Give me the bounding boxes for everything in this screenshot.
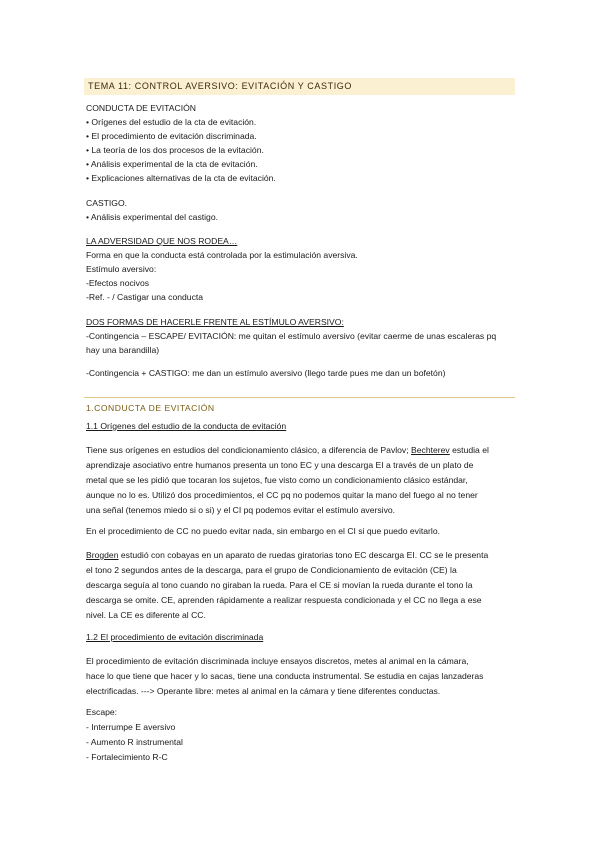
text-line: -Contingencia – ESCAPE/ EVITACIÓN: me quitan el estímulo aversivo (evitar caerme de unas escaleras pq bbox=[86, 331, 497, 341]
author-name: Brogden bbox=[86, 550, 119, 560]
document-title: TEMA 11: CONTROL AVERSIVO: EVITACIÓN Y CASTIGO bbox=[88, 81, 352, 91]
text-span: estudia el bbox=[449, 445, 489, 455]
text-line: - Aumento R instrumental bbox=[86, 737, 183, 747]
paragraph-line bbox=[86, 445, 489, 456]
subsection-title: 1.2 El procedimiento de evitación discriminada bbox=[86, 632, 264, 642]
text-line: Forma en que la conducta está controlada por la estimulación aversiva. bbox=[86, 250, 358, 260]
paragraph-line: metal que se les pidió que tocaran los sujetos, fue visto como un condicionamiento clásico estándar, bbox=[86, 475, 468, 485]
text-line: - Interrumpe E aversivo bbox=[86, 722, 176, 732]
section-divider bbox=[84, 397, 515, 398]
list-item: • Explicaciones alternativas de la cta de evitación. bbox=[86, 173, 276, 184]
list-item: • Orígenes del estudio de la cta de evitación. bbox=[86, 117, 256, 128]
list-item: • El procedimiento de evitación discriminada. bbox=[86, 131, 257, 142]
paragraph-line: descarga seguía al tono cuando no giraban la rueda. Para el CE si movían la rueda durante el tono la bbox=[86, 580, 473, 590]
list-item: • Análisis experimental del castigo. bbox=[86, 212, 218, 223]
text-line: - Fortalecimiento R-C bbox=[86, 752, 168, 762]
text-line: hay una barandilla) bbox=[86, 345, 160, 355]
text-line: Escape: bbox=[86, 707, 118, 717]
subsection-title: 1.1 Orígenes del estudio de la conducta de evitación bbox=[86, 421, 287, 431]
paragraph-line: nivel. La CE es diferente al CC. bbox=[86, 610, 206, 620]
paragraph-line bbox=[86, 550, 488, 561]
paragraph-line: descarga se omite. CE, aprenden rápidamente a realizar respuesta condicionada y el CC no llega a ese bbox=[86, 595, 482, 605]
paragraph-line: hace lo que tiene que hacer y lo sacas, tiene una conducta instrumental. Se estudia en cajas lanzaderas bbox=[86, 671, 484, 681]
evitacion-heading: CONDUCTA DE EVITACIÓN bbox=[86, 103, 196, 113]
paragraph-line: El procedimiento de evitación discriminada incluye ensayos discretos, metes al animal en la cámara, bbox=[86, 656, 469, 666]
paragraph-line: aunque no lo es. Utilizó dos procedimientos, el CC pq no podemos quitar la mano del fuego al no tener bbox=[86, 490, 478, 500]
title-bar bbox=[84, 78, 515, 95]
paragraph-line: aprendizaje asociativo entre humanos presenta un tono EC y una descarga EI a través de un plato de bbox=[86, 460, 474, 470]
text-line: -Contingencia + CASTIGO: me dan un estímulo aversivo (llego tarde pues me dan un bofetón) bbox=[86, 368, 446, 378]
section-title: 1.CONDUCTA DE EVITACIÓN bbox=[86, 403, 215, 413]
author-name: Bechterev bbox=[411, 445, 450, 455]
text-span: Tiene sus orígenes en estudios del condicionamiento clásico, a diferencia de Pavlov; bbox=[86, 445, 412, 455]
adversidad-heading: LA ADVERSIDAD QUE NOS RODEA… bbox=[86, 236, 238, 246]
paragraph-line: una señal (tenemos miedo si o si) y el CI pq podemos evitar el estímulo aversivo. bbox=[86, 505, 396, 515]
paragraph-line: En el procedimiento de CC no puedo evitar nada, sin embargo en el CI si que puedo evitarlo. bbox=[86, 526, 440, 536]
castigo-heading: CASTIGO. bbox=[86, 198, 128, 208]
list-item: • La teoría de los dos procesos de la evitación. bbox=[86, 145, 264, 156]
list-item: • Análisis experimental de la cta de evitación. bbox=[86, 159, 258, 170]
paragraph-line: electrificadas. ---> Operante libre: metes al animal en la cámara y tiene diferentes conductas. bbox=[86, 686, 441, 696]
formas-heading: DOS FORMAS DE HACERLE FRENTE AL ESTÍMULO AVERSIVO: bbox=[86, 317, 344, 327]
text-line: -Efectos nocivos bbox=[86, 278, 150, 288]
text-line: Estímulo aversivo: bbox=[86, 264, 157, 274]
text-span: estudió con cobayas en un aparato de ruedas giratorias tono EC descarga EI. CC se le presenta bbox=[118, 550, 489, 560]
paragraph-line: el tono 2 segundos antes de la descarga, para el grupo de Condicionamiento de evitación (CE) la bbox=[86, 565, 457, 575]
text-line: -Ref. - / Castigar una conducta bbox=[86, 292, 204, 302]
